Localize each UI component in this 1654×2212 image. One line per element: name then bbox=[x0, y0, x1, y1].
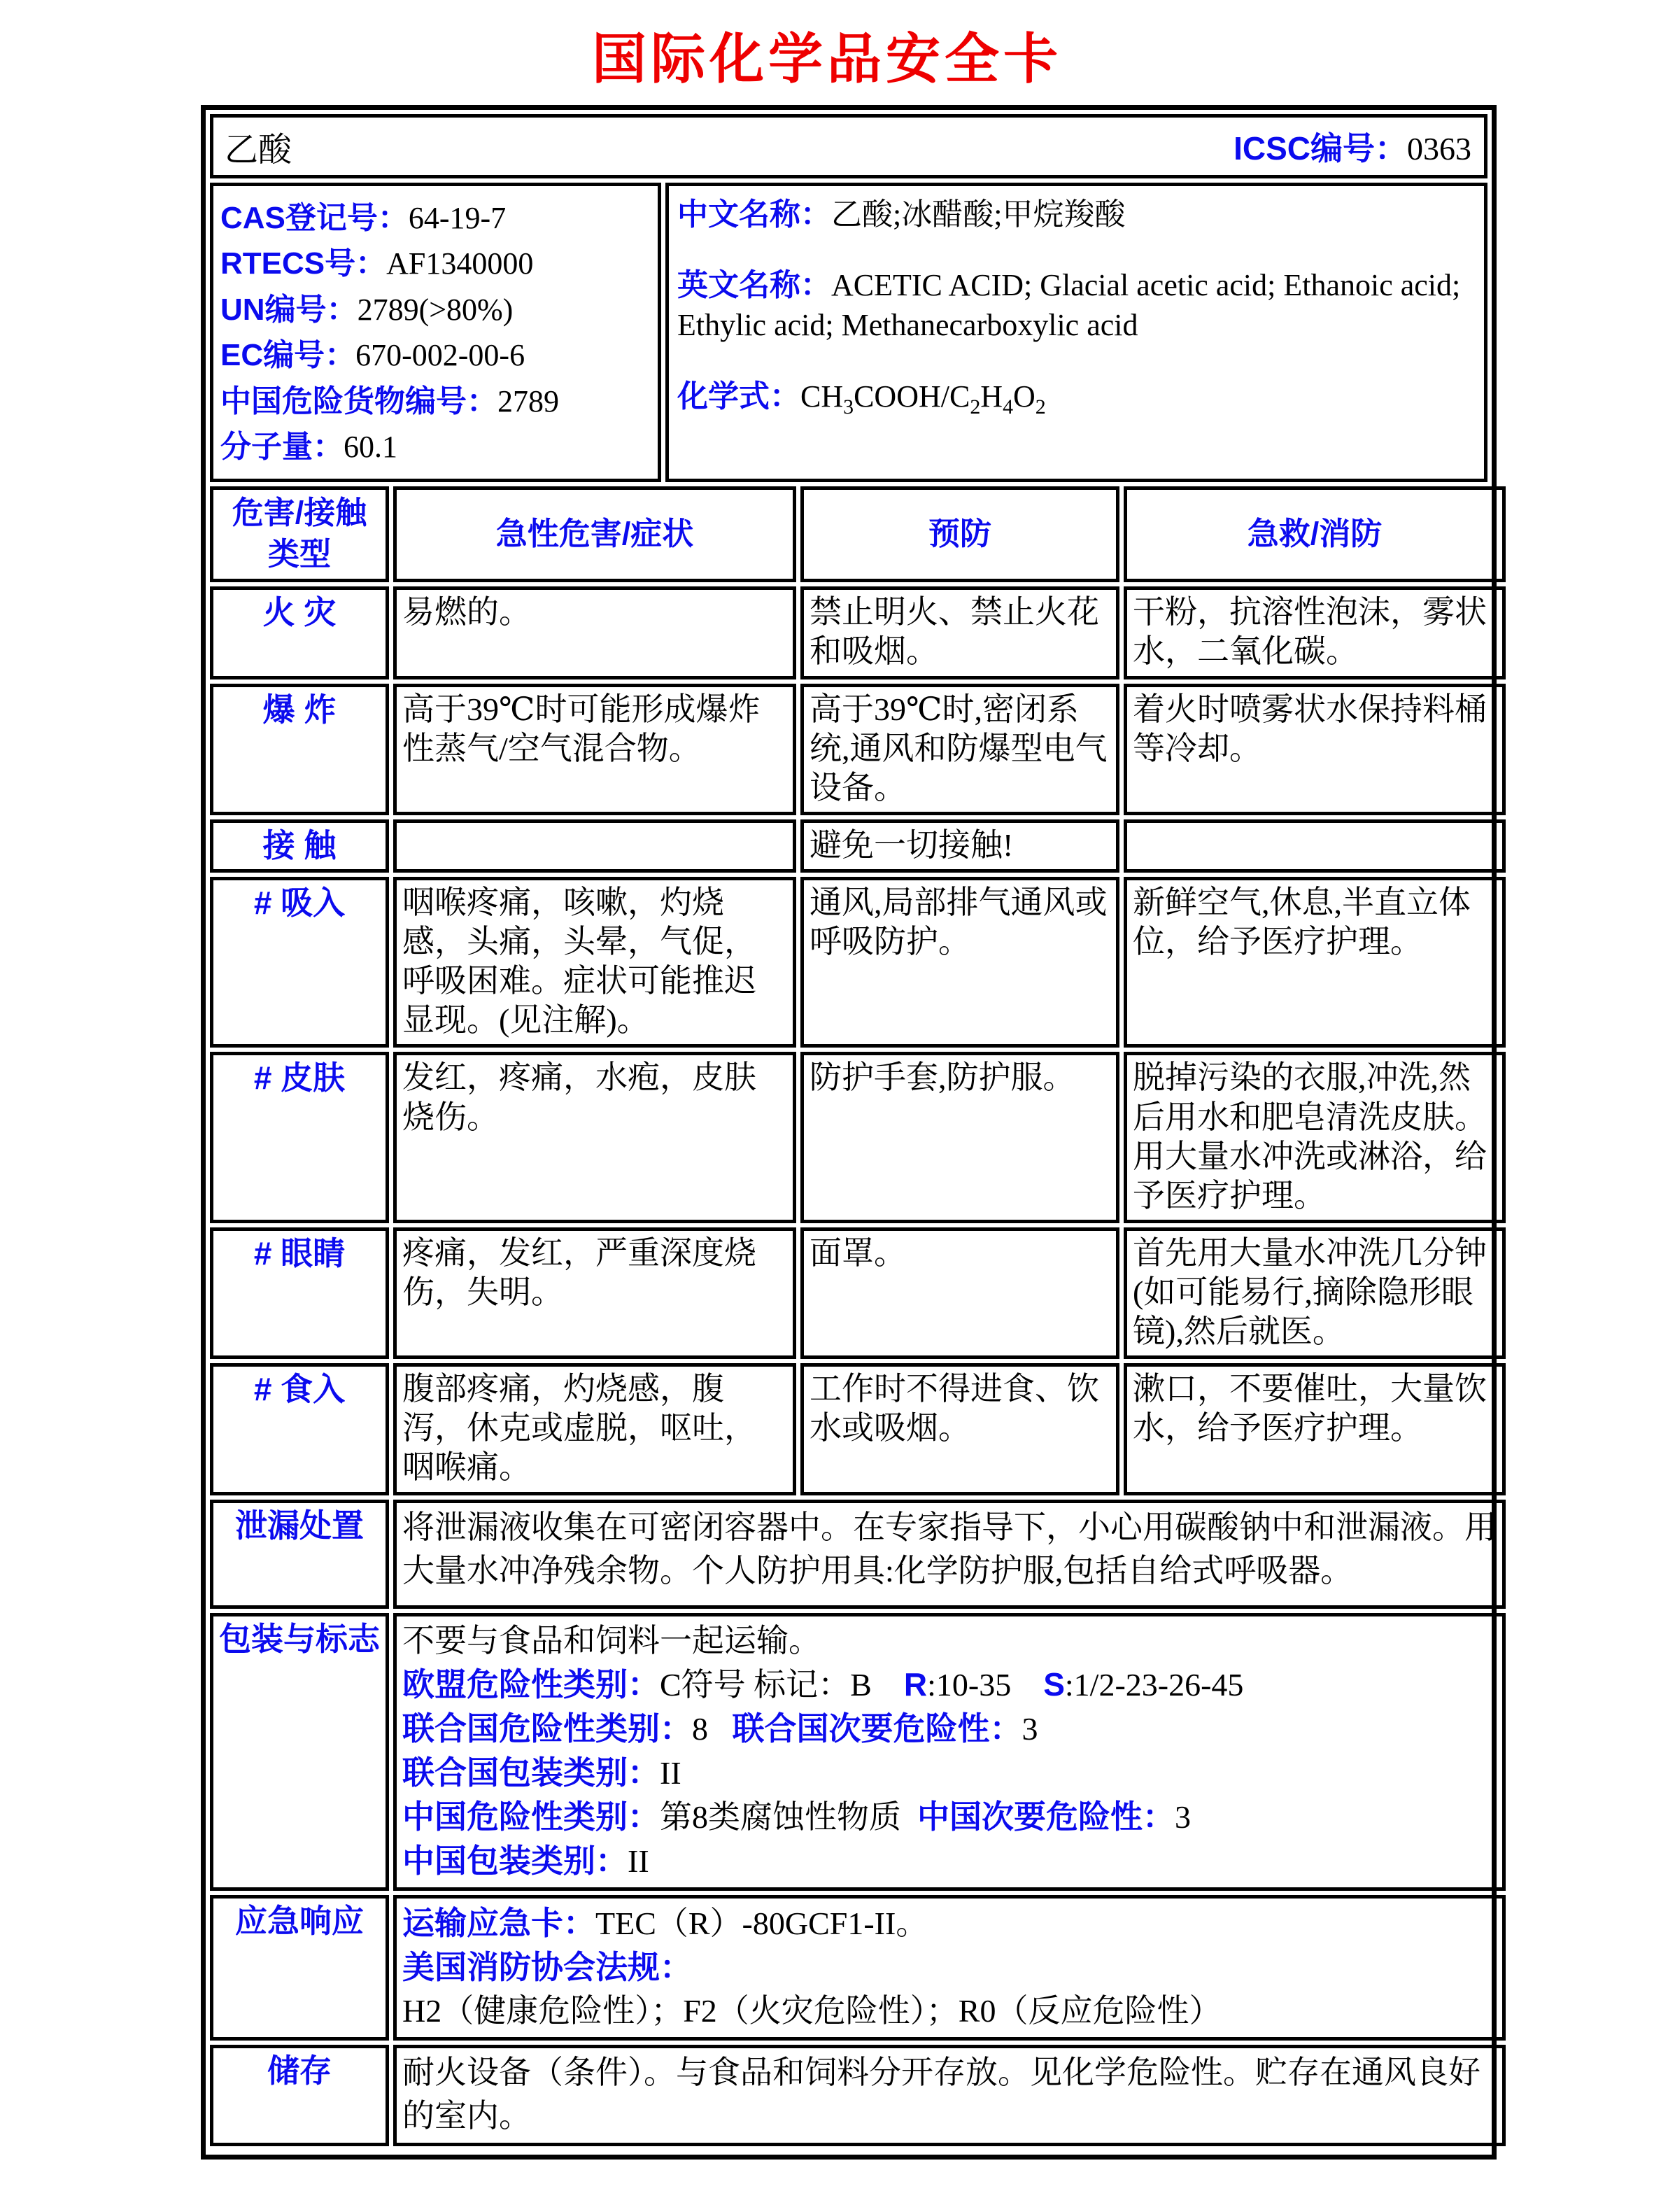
spill-text: 将泄漏液收集在可密闭容器中。在专家指导下，小心用碳酸钠中和泄漏液。用大量水冲净残余物。个人防护用具:化学防护服,包括自给式呼吸器。 bbox=[402, 1509, 1497, 1588]
table-row bbox=[210, 819, 1506, 873]
substance-name: 乙酸 bbox=[225, 131, 292, 169]
hazard-table bbox=[206, 482, 1510, 2150]
table-row bbox=[210, 586, 1506, 679]
ec-label: EC编号： bbox=[220, 338, 356, 373]
row-label-packaging: 包装与标志 bbox=[210, 1613, 389, 1892]
cas-label: CAS登记号： bbox=[220, 201, 409, 235]
row-label-ingestion: # 食入 bbox=[210, 1363, 389, 1495]
inhalation-response: 新鲜空气,休息,半直立体位，给予医疗护理。 bbox=[1124, 877, 1506, 1048]
chinese-name-value: 乙酸;冰醋酸;甲烷羧酸 bbox=[831, 197, 1126, 232]
inhalation-prevention: 通风,局部排气通风或呼吸防护。 bbox=[800, 877, 1119, 1048]
row-label-storage: 储存 bbox=[210, 2045, 389, 2146]
header-prevention: 预防 bbox=[800, 486, 1119, 582]
explosion-prevention: 高于39℃时,密闭系统,通风和防爆型电气设备。 bbox=[800, 684, 1119, 815]
row-label-explosion: 爆 炸 bbox=[210, 684, 389, 815]
ingestion-prevention: 工作时不得进食、饮水或吸烟。 bbox=[800, 1363, 1119, 1495]
english-name-line bbox=[677, 265, 1474, 345]
eyes-prevention: 面罩。 bbox=[800, 1227, 1119, 1359]
formula-value: $CH_3COOH/C_2H_4O_2$ bbox=[800, 379, 1046, 418]
identifiers-panel bbox=[210, 183, 661, 482]
packaging-content bbox=[393, 1613, 1506, 1892]
china-dg-label: 中国危险货物编号： bbox=[220, 383, 497, 418]
packaging-line-eu: 欧盟危险性类别：C符号 标记：B R:10-35 S:1/2-23-26-45 bbox=[402, 1665, 1244, 1703]
eyes-response: 首先用大量水冲洗几分钟(如可能易行,摘除隐形眼镜),然后就医。 bbox=[1124, 1227, 1506, 1359]
formula-label: 化学式： bbox=[677, 379, 800, 414]
packaging-line-cn-class: 中国危险性类别：第8类腐蚀性物质 中国次要危险性：3 bbox=[402, 1798, 1191, 1835]
formula-line bbox=[677, 376, 1474, 421]
identifier-row-molweight bbox=[220, 426, 653, 467]
chinese-name-label: 中文名称： bbox=[677, 197, 831, 232]
storage-content bbox=[393, 2045, 1506, 2146]
contact-prevention: 避免一切接触! bbox=[800, 819, 1119, 873]
emergency-content bbox=[393, 1895, 1506, 2041]
spill-content bbox=[393, 1500, 1506, 1609]
rtecs-value: AF1340000 bbox=[386, 246, 534, 281]
row-label-inhalation: # 吸入 bbox=[210, 877, 389, 1048]
icsc-label: ICSC编号： bbox=[1234, 130, 1407, 167]
table-row bbox=[210, 1363, 1506, 1495]
fire-symptoms: 易燃的。 bbox=[393, 586, 796, 679]
english-name-label: 英文名称： bbox=[677, 268, 831, 303]
inhalation-symptoms: 咽喉疼痛，咳嗽，灼烧感，头痛，头晕，气促，呼吸困难。症状可能推迟显现。(见注解)。 bbox=[393, 877, 796, 1048]
emergency-line-nfpa: 美国消防协会法规：H2（健康危险性）；F2（火灾危险性）；R0（反应危险性） bbox=[402, 1949, 1222, 2029]
row-label-spill: 泄漏处置 bbox=[210, 1500, 389, 1609]
row-label-fire: 火 灾 bbox=[210, 586, 389, 679]
table-row bbox=[210, 1895, 1506, 2041]
skin-symptoms: 发红，疼痛，水疱，皮肤烧伤。 bbox=[393, 1052, 796, 1223]
contact-response bbox=[1124, 819, 1506, 873]
identifier-row-un bbox=[220, 289, 653, 330]
info-band bbox=[210, 183, 1487, 482]
molweight-label: 分子量： bbox=[220, 429, 344, 464]
row-label-eyes: # 眼睛 bbox=[210, 1227, 389, 1359]
icsc-number: 0363 bbox=[1407, 131, 1471, 167]
packaging-line-transport: 不要与食品和饲料一起运输。 bbox=[402, 1622, 821, 1658]
row-label-emergency: 应急响应 bbox=[210, 1895, 389, 2041]
table-row bbox=[210, 1500, 1506, 1609]
identifier-row-rtecs bbox=[220, 243, 653, 284]
table-row bbox=[210, 1052, 1506, 1223]
skin-prevention: 防护手套,防护服。 bbox=[800, 1052, 1119, 1223]
packaging-line-un-group: 联合国包装类别：II bbox=[402, 1754, 681, 1791]
icsc-number-group bbox=[1234, 123, 1471, 169]
table-row bbox=[210, 2045, 1506, 2146]
rtecs-label: RTECS号： bbox=[220, 246, 387, 281]
explosion-symptoms: 高于39℃时可能形成爆炸性蒸气/空气混合物。 bbox=[393, 684, 796, 815]
ingestion-symptoms: 腹部疼痛，灼烧感，腹泻，休克或虚脱，呕吐，咽喉痛。 bbox=[393, 1363, 796, 1495]
fire-response: 干粉，抗溶性泡沫，雾状水，二氧化碳。 bbox=[1124, 586, 1506, 679]
table-row bbox=[210, 1613, 1506, 1892]
fire-prevention: 禁止明火、禁止火花和吸烟。 bbox=[800, 586, 1119, 679]
un-label: UN编号： bbox=[220, 292, 358, 327]
explosion-response: 着火时喷雾状水保持料桶等冷却。 bbox=[1124, 684, 1506, 815]
substance-header bbox=[210, 114, 1487, 178]
icsc-card bbox=[201, 105, 1497, 2160]
ec-value: 670-002-00-6 bbox=[355, 338, 525, 373]
names-panel bbox=[665, 183, 1487, 482]
table-header-row bbox=[210, 486, 1506, 582]
english-name-value: ACETIC ACID; Glacial acetic acid; Ethanoic acid; Ethylic acid; Methanecarboxylic acid bbox=[677, 268, 1461, 343]
un-value: 2789(>80%) bbox=[357, 292, 514, 327]
storage-text: 耐火设备（条件）。与食品和饲料分开存放。见化学危险性。贮存在通风良好的室内。 bbox=[402, 2055, 1480, 2134]
emergency-line-tec: 运输应急卡：TEC（R）-80GCF1-II。 bbox=[402, 1905, 928, 1942]
header-hazard-type: 危害/接触类型 bbox=[210, 486, 389, 582]
china-dg-value: 2789 bbox=[497, 383, 559, 418]
identifier-row-ec bbox=[220, 334, 653, 376]
table-row bbox=[210, 684, 1506, 815]
header-response: 急救/消防 bbox=[1124, 486, 1506, 582]
packaging-line-un-class: 联合国危险性类别：8 联合国次要危险性：3 bbox=[402, 1710, 1038, 1747]
packaging-line-cn-group: 中国包装类别：II bbox=[402, 1843, 649, 1879]
ingestion-response: 漱口，不要催吐，大量饮水，给予医疗护理。 bbox=[1124, 1363, 1506, 1495]
cas-value: 64-19-7 bbox=[408, 201, 507, 235]
table-row bbox=[210, 877, 1506, 1048]
table-row bbox=[210, 1227, 1506, 1359]
row-label-skin: # 皮肤 bbox=[210, 1052, 389, 1223]
row-label-contact: 接 触 bbox=[210, 819, 389, 873]
molweight-value: 60.1 bbox=[344, 429, 397, 464]
header-symptoms: 急性危害/症状 bbox=[393, 486, 796, 582]
identifier-row-china-dg bbox=[220, 381, 653, 422]
eyes-symptoms: 疼痛，发红，严重深度烧伤，失明。 bbox=[393, 1227, 796, 1359]
page-title: 国际化学品安全卡 bbox=[591, 28, 1062, 90]
identifier-row-cas bbox=[220, 197, 653, 239]
skin-response: 脱掉污染的衣服,冲洗,然后用水和肥皂清洗皮肤。用大量水冲洗或淋浴，给予医疗护理。 bbox=[1124, 1052, 1506, 1223]
contact-symptoms bbox=[393, 819, 796, 873]
chinese-name-line bbox=[677, 195, 1474, 234]
